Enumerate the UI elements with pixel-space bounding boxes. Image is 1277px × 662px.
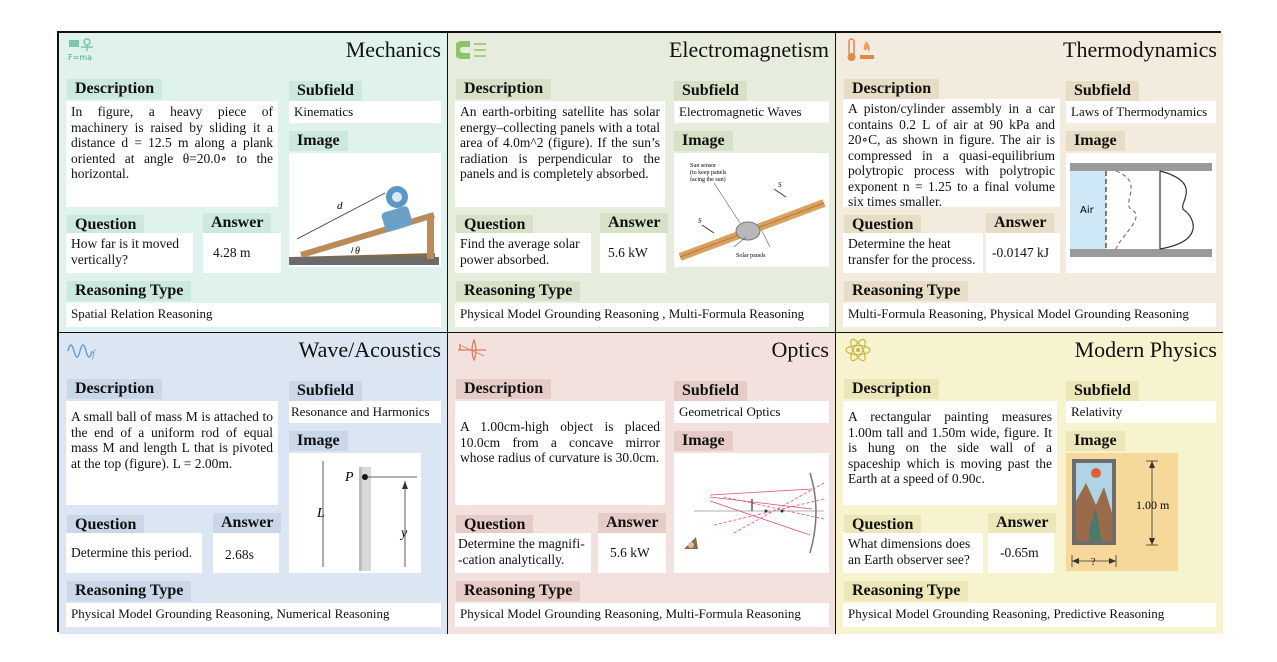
answer-label: Answer	[598, 513, 666, 533]
description-label: Description	[67, 379, 162, 399]
label-height: 1.00 m	[1136, 498, 1170, 512]
answer-text: 4.28 m	[203, 233, 281, 273]
subfield-label: Subfield	[1066, 81, 1139, 101]
image-label: Image	[674, 431, 733, 451]
thermometer-flame-icon	[844, 37, 876, 63]
reasoning-text: Physical Model Grounding Reasoning, Multi-Formula Reasoning	[455, 603, 829, 627]
subfield-label: Subfield	[289, 381, 362, 401]
subfield-label: Subfield	[674, 81, 747, 101]
answer-label: Answer	[600, 213, 668, 233]
figure-image	[674, 153, 829, 267]
formula-icon	[67, 37, 99, 63]
question-label: Question	[67, 515, 144, 535]
card-title: Optics	[771, 337, 829, 362]
label-y: y	[401, 526, 408, 541]
figure-image	[289, 153, 441, 267]
card-title: Modern Physics	[1074, 337, 1217, 362]
mirror-ray-diagram	[674, 453, 829, 573]
description-text: A 1.00cm-high object is placed 10.0cm from a concave mirror whose radius of curvature is 30.0cm.	[455, 401, 665, 505]
description-text: A small ball of mass M is attached to the end of a uniform rod of equal mass M and length L that is pivoted at the top (figure). L = 2.00m.	[66, 401, 278, 505]
image-label: Image	[674, 131, 733, 151]
figure-grid	[57, 31, 1221, 632]
card-header	[836, 33, 1223, 67]
description-label: Description	[844, 79, 939, 99]
subfield-label: Subfield	[1066, 381, 1139, 401]
reasoning-label: Reasoning Type	[844, 581, 968, 601]
label-solar-panels: Solar panels	[736, 253, 766, 259]
card-header	[59, 33, 447, 67]
card-mechanics	[59, 33, 448, 333]
label-s-vector-1: S⃗	[698, 217, 707, 225]
satellite-diagram	[674, 153, 829, 267]
figure-image	[289, 453, 421, 573]
card-thermodynamics	[836, 33, 1223, 333]
answer-text: 5.6 kW	[598, 533, 666, 573]
subfield-text: Laws of Thermodynamics	[1066, 101, 1216, 123]
image-label: Image	[1066, 431, 1125, 451]
card-header	[59, 333, 447, 367]
description-label: Description	[456, 79, 551, 99]
card-title: Wave/Acoustics	[298, 337, 441, 362]
answer-text: 2.68s	[213, 533, 279, 573]
description-text: A piston/cylinder assembly in a car contains 0.2 L of air at 90 kPa and 20∘C, as shown in figure. The air is compressed in a quasi-equilibrium polytropic process with polytropic exponent n = 1.25 to a final volume six times smaller.	[843, 99, 1060, 207]
card-header	[448, 33, 835, 67]
reasoning-label: Reasoning Type	[456, 581, 580, 601]
question-text: How far is it moved vertically?	[66, 233, 193, 273]
image-label: Image	[1066, 131, 1125, 151]
lens-icon	[456, 337, 488, 363]
reasoning-label: Reasoning Type	[456, 281, 580, 301]
card-header	[836, 333, 1223, 367]
answer-label: Answer	[213, 513, 281, 533]
incline-diagram	[289, 153, 441, 267]
subfield-text: Kinematics	[289, 101, 441, 123]
label-L: L	[317, 506, 325, 521]
card-title: Electromagnetism	[668, 37, 829, 62]
image-label: Image	[289, 131, 348, 151]
card-wave-acoustics	[59, 333, 448, 634]
answer-label: Answer	[988, 513, 1056, 533]
subfield-text: Geometrical Optics	[674, 401, 829, 423]
label-P: P	[345, 470, 354, 485]
piston-diagram	[1066, 153, 1216, 273]
svg-text:f: f	[92, 349, 95, 360]
card-title: Thermodynamics	[1063, 37, 1217, 62]
figure-image	[1066, 453, 1178, 571]
reasoning-label: Reasoning Type	[67, 281, 191, 301]
question-text: Determine the heat transfer for the process.	[843, 233, 983, 273]
answer-text: -0.65m	[988, 533, 1054, 573]
subfield-text: Relativity	[1066, 401, 1216, 423]
reasoning-text: Spatial Relation Reasoning	[66, 303, 441, 327]
question-text: Determine the magnifi--cation analytically.	[455, 533, 591, 573]
reasoning-text: Physical Model Grounding Reasoning , Multi-Formula Reasoning	[455, 303, 829, 327]
answer-text: 5.6 kW	[600, 233, 666, 273]
description-text: In figure, a heavy piece of machinery is raised by sliding it a distance d = 12.5 m along a plank oriented at angle θ=20.0∘ to the horizontal.	[66, 101, 278, 207]
image-label: Image	[289, 431, 348, 451]
reasoning-label: Reasoning Type	[67, 581, 191, 601]
question-label: Question	[844, 215, 921, 235]
painting-diagram	[1066, 453, 1178, 571]
subfield-label: Subfield	[289, 81, 362, 101]
card-title: Mechanics	[345, 37, 441, 62]
description-label: Description	[844, 379, 939, 399]
wave-icon	[67, 337, 99, 363]
answer-label: Answer	[203, 213, 271, 233]
atom-icon	[844, 337, 876, 363]
answer-label: Answer	[986, 213, 1054, 233]
question-text: Determine this period.	[66, 533, 202, 573]
card-header	[448, 333, 835, 367]
label-sun-sensor: Sun sensor (to keep panels facing the sun)	[690, 163, 727, 183]
magnet-icon	[456, 37, 488, 63]
card-modern-physics	[836, 333, 1223, 634]
figure-image	[1066, 153, 1216, 273]
question-label: Question	[456, 515, 533, 535]
description-text: A rectangular painting measures 1.00m tall and 1.50m wide, figure. It is hung on the side wall of a spaceship which is moving past the Earth at a speed of 0.90c.	[843, 401, 1057, 505]
subfield-text: Resonance and Harmonics	[289, 401, 441, 423]
card-electromagnetism	[448, 33, 836, 333]
card-optics	[448, 333, 836, 634]
subfield-text: Electromagnetic Waves	[674, 101, 829, 123]
label-air: Air	[1080, 205, 1094, 216]
pendulum-diagram	[289, 453, 421, 573]
question-label: Question	[67, 215, 144, 235]
reasoning-text: Physical Model Grounding Reasoning, Predictive Reasoning	[843, 603, 1216, 627]
question-text: Find the average solar power absorbed.	[455, 233, 591, 273]
question-text: What dimensions does an Earth observer see?	[843, 533, 983, 573]
description-text: An earth-orbiting satellite has solar energy–collecting panels with a total area of 4.0m^2 (figure). If the sun’s radiation is perpendicular to the panels and is completely absorbed.	[455, 101, 665, 207]
formula-icon-text: F=ma	[68, 53, 92, 62]
subfield-label: Subfield	[674, 381, 747, 401]
question-label: Question	[844, 515, 921, 535]
reasoning-text: Multi-Formula Reasoning, Physical Model Grounding Reasoning	[843, 303, 1216, 327]
description-label: Description	[67, 79, 162, 99]
reasoning-text: Physical Model Grounding Reasoning, Numerical Reasoning	[66, 603, 441, 627]
label-width: ?	[1091, 557, 1096, 568]
label-s-vector-2: S⃗	[778, 181, 787, 189]
reasoning-label: Reasoning Type	[844, 281, 968, 301]
question-label: Question	[456, 215, 533, 235]
answer-text: -0.0147 kJ	[986, 233, 1060, 273]
label-theta: θ	[355, 246, 360, 257]
description-label: Description	[456, 379, 551, 399]
figure-image	[674, 453, 829, 573]
label-d: d	[337, 200, 343, 212]
